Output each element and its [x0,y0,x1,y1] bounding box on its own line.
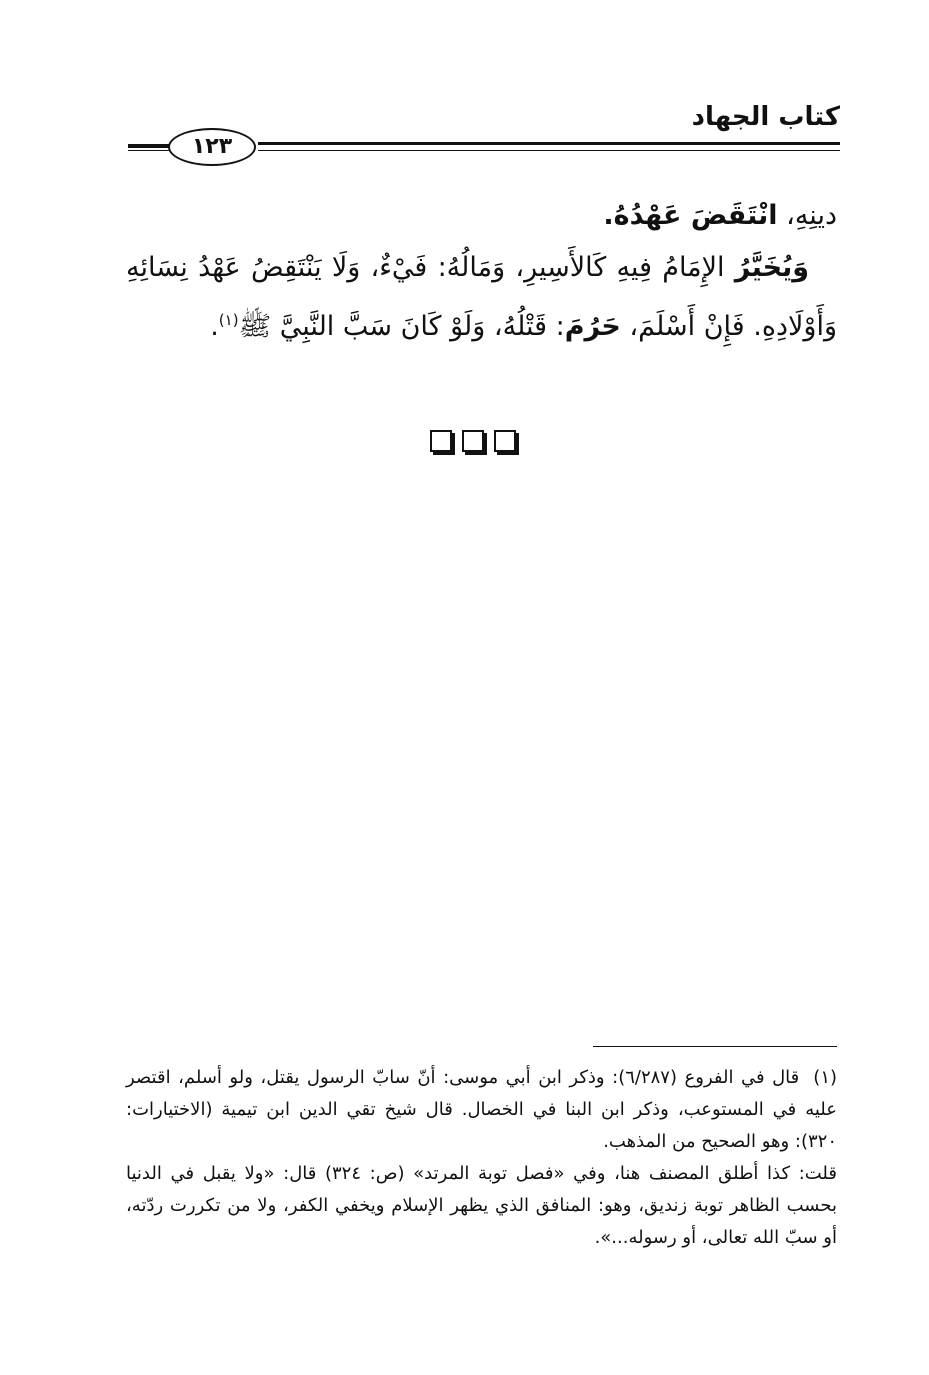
book-title: كتاب الجهاد [691,102,840,132]
main-line-1 [126,190,837,242]
page-number: ١٢٣ [168,128,256,166]
main-paragraph-2 [126,242,837,353]
square-ornament-icon [494,430,516,452]
p2-bold-start: وَيُخَيَّرُ [734,252,809,283]
square-ornament-icon [462,430,484,452]
header-rule-right-thin [258,150,840,151]
p2-text-b: : قَتْلُهُ، وَلَوْ كَانَ سَبَّ النَّبِيَّ ﷺ [238,311,565,342]
section-separator [430,430,530,456]
header-rule-left [128,144,170,148]
footnote-1 [126,1062,837,1158]
main-line-1-bold: انْتَقَضَ عَهْدُهُ. [603,200,778,231]
footnote-1-continuation [126,1158,837,1254]
main-line-1-normal: دينِهِ، [777,200,837,231]
page-header [120,102,840,162]
p2-end: . [210,311,219,342]
footnote-1-text: قال في الفروع (٦/٢٨٧): وذكر ابن أبي موسى: أنّ سابّ الرسول يقتل، ولو أسلم، اقتصر عليه في المستوعب، وذكر ابن البنا في الخصال. قال شيخ تقي الدين ابن تيمية (الاختيارات: ٣٢٠): وهو الصحيح من المذهب. [126,1067,837,1152]
main-text [126,190,837,353]
footnote-rule [593,1046,837,1047]
header-rule-left-thin [128,150,170,151]
footnote-ref[interactable]: (١) [218,311,239,329]
footnote-marker: (١) [813,1067,838,1088]
footnotes [126,1062,837,1254]
p2-bold-mid: حَرُمَ [564,311,621,342]
footnote-2-text: قلت: كذا أطلق المصنف هنا، وفي «فصل توبة المرتد» (ص: ٣٢٤) قال: «ولا يقبل في الدنيا بحسب الظاهر توبة زنديق، وهو: المنافق الذي يظهر الإسلام ويخفي الكفر، ولا من تكررت ردّته، أو سبّ الله تعالى، أو رسوله...». [126,1163,837,1248]
p2-text-a: الإِمَامُ فِيهِ كَالأَسِيرِ، وَمَالُهُ: فَيْءٌ، وَلَا يَنْتَقِضُ عَهْدُ نِسَائِهِ وَأَوْلَادِهِ. فَإِنْ أَسْلَمَ، [126,252,837,342]
header-rule-right [258,142,840,145]
square-ornament-icon [430,430,452,452]
